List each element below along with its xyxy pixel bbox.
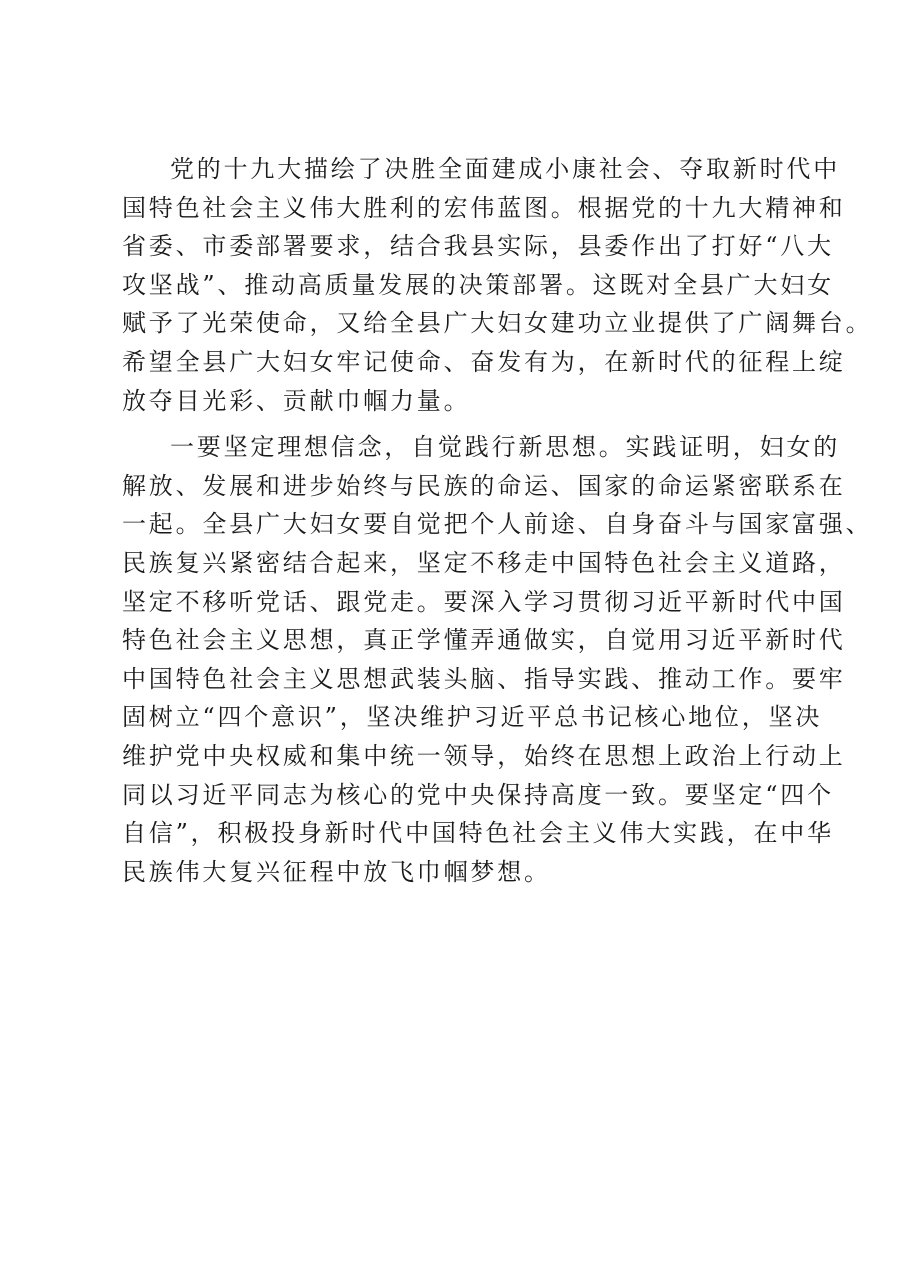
text-line: 坚定不移听党话、跟党走。要深入学习贯彻习近平新时代中国 xyxy=(122,587,846,616)
text-line: 民族复兴紧密结合起来，坚定不移走中国特色社会主义道路， xyxy=(122,548,846,577)
text-line: 民族伟大复兴征程中放飞巾帼梦想。 xyxy=(122,857,551,886)
text-line: 希望全县广大妇女牢记使命、奋发有为，在新时代的征程上绽 xyxy=(122,347,846,376)
paragraph-gap xyxy=(122,420,812,428)
text-line: 党的十九大描绘了决胜全面建成小康社会、夺取新时代中 xyxy=(170,155,840,183)
text-line: 放夺目光彩、贡献巾帼力量。 xyxy=(122,386,471,415)
text-line: 攻坚战”、推动高质量发展的决策部署。这既对全县广大妇女 xyxy=(122,270,834,299)
text-line: 自信”，积极投身新时代中国特色社会主义伟大实践，在中华 xyxy=(122,819,834,848)
text-line: 中国特色社会主义思想武装头脑、指导实践、推动工作。要牢 xyxy=(122,664,846,693)
text-line: 省委、市委部署要求，结合我县实际，县委作出了打好“八大 xyxy=(122,232,834,261)
text-line: 维护党中央权威和集中统一领导，始终在思想上政治上行动上 xyxy=(122,741,846,770)
text-line: 一要坚定理想信念，自觉践行新思想。实践证明，妇女的 xyxy=(170,433,840,462)
text-line: 国特色社会主义伟大胜利的宏伟蓝图。根据党的十九大精神和 xyxy=(122,193,846,222)
text-line: 特色社会主义思想，真正学懂弄通做实，自觉用习近平新时代 xyxy=(122,626,846,655)
paragraph-intro xyxy=(122,150,873,420)
text-line: 一起。全县广大妇女要自觉把个人前途、自身奋斗与国家富强、 xyxy=(122,510,873,539)
document-body xyxy=(122,150,873,891)
paragraph-first-requirement xyxy=(122,428,873,891)
text-line: 赋予了光荣使命，又给全县广大妇女建功立业提供了广阔舞台。 xyxy=(122,309,873,338)
text-line: 解放、发展和进步始终与民族的命运、国家的命运紧密联系在 xyxy=(122,471,846,500)
text-line: 同以习近平同志为核心的党中央保持高度一致。要坚定“四个 xyxy=(122,780,834,809)
text-line: 固树立“四个意识”，坚决维护习近平总书记核心地位，坚决 xyxy=(122,703,823,732)
